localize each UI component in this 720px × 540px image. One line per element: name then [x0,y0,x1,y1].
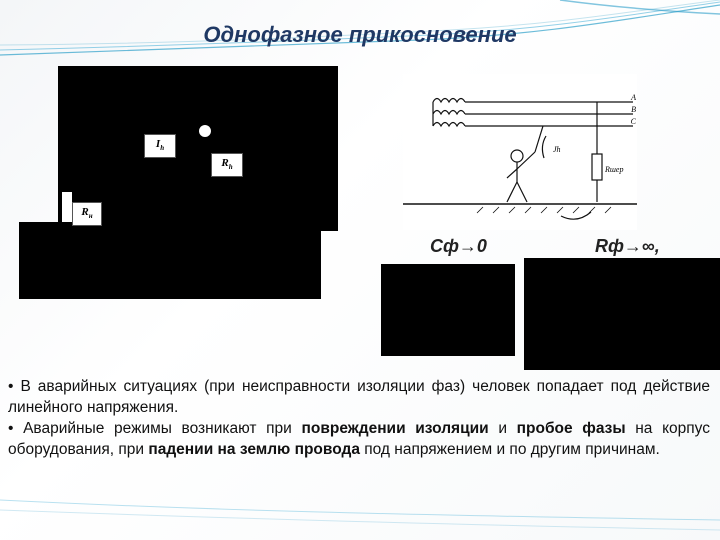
svg-text:Rшер: Rшер [605,165,624,174]
left-image-lower-block [19,222,321,299]
right-image-block-large [524,258,720,370]
svg-text:A: A [631,93,636,102]
resistance-label-rn: $R_н$ [72,202,102,226]
bottom-wave-decoration [0,480,720,540]
right-image-block-small [381,264,515,356]
formula-capacitance: Cф→0 [430,236,487,256]
circuit-diagram [403,74,637,230]
formula-resistance: Rф→∞, [595,236,660,256]
small-white-bar [62,192,72,222]
svg-text:B: B [631,105,636,114]
bullet-item-2: • Аварийные режимы возникают при повреждении изоляции и пробое фазы на корпус оборудования, при падении на землю провода под напряжением и по другим причинам. [8,420,710,458]
bullet-text [8,376,710,460]
svg-text:Jh: Jh [553,145,561,154]
svg-text:C: C [630,117,636,126]
slide-title: Однофазное прикосновение [203,22,517,47]
bullet-item-1: • В аварийных ситуациях (при неисправности изоляции фаз) человек попадает под действие линейного напряжения. [8,378,710,416]
current-label-ih: $I_h$ [144,134,176,158]
resistance-label-rh: $R_h$ [211,153,243,177]
contact-point-icon [199,125,211,137]
